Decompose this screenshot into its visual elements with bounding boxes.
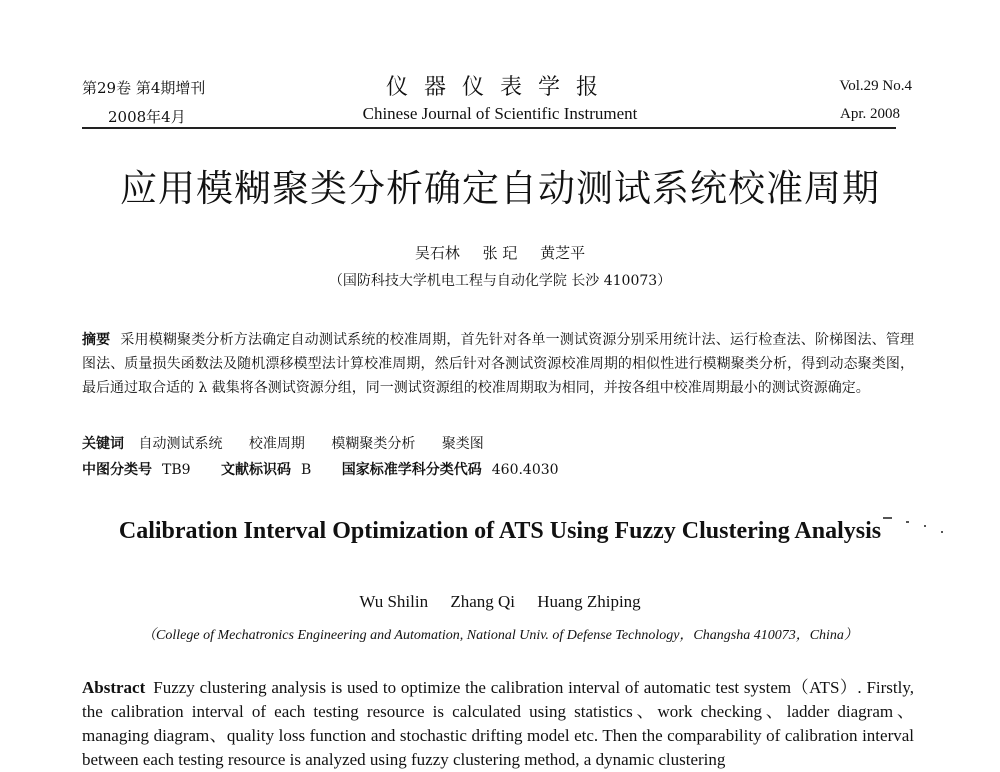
std-code-label: 国家标准学科分类代码 [341,462,482,478]
abstract-text-cn: 采用模糊聚类分析方法确定自动测试系统的校准周期，首先针对各单一测试资源分别采用统计法、运行检查法、阶梯图法、管理图法、质量损失函数法及随机漂移模型法计算校准周期，然后针对各测试资源校准周期的相似性进行模糊聚类分析，得到动态聚类图，最后通过取合适的 λ 截集将各测试资源分组，同一测试资源组的校准周期取为相同，并按各组中校准周期最小的测试资源确定。 [82,332,915,396]
scan-speck [883,517,892,519]
author-name-en: Zhang Qi [450,592,516,611]
journal-volume-en: Vol.29 No.4 [839,78,912,94]
doc-code-label: 文献标识码 [221,462,291,478]
author-name-cn: 黄芝平 [540,244,586,262]
abstract-text-en: Fuzzy clustering analysis is used to optimize the calibration interval of automatic test system（ATS）. Firstly, the calibration interval of each testing resource is calculated using statistics、work checking、ladder diagram、managing diagram、quality loss function and stochastic drifting model etc. Then the comparability of calibration interval between each testing resource is analyzed using fuzzy clustering method, a dynamic clustering [82,678,914,769]
author-name-cn: 张 玘 [482,244,518,262]
scan-speck [941,531,943,533]
journal-date-en: Apr. 2008 [840,106,900,122]
journal-volume-cn: 第29卷 第4期增刊 [82,79,206,97]
author-list-en [0,592,1000,612]
affiliation-en: （College of Mechatronics Engineering and Automation, National Univ. of Defense Technology，Changsha 410073，China） [142,628,858,643]
abstract-cn [82,328,914,400]
paper-title-en: Calibration Interval Optimization of ATS Using Fuzzy Clustering Analysis [118,518,882,544]
author-name-en: Huang Zhiping [537,592,641,611]
doc-code-value: B [301,462,312,478]
author-list-cn [0,242,1000,263]
keywords-cn [82,433,506,453]
keywords-label-cn: 关键词 [82,436,124,452]
clc-label: 中图分类号 [82,462,152,478]
classification-cn [82,459,585,479]
keyword-cn: 校准周期 [248,436,305,452]
keyword-cn: 聚类图 [441,436,484,452]
journal-date-cn: 2008年4月 [108,108,186,126]
scan-speck [924,525,926,527]
affiliation-cn: （国防科技大学机电工程与自动化学院 长沙 410073） [328,273,672,289]
journal-name-cn: 仪器仪表学报 [385,75,614,100]
clc-value: TB9 [162,462,191,478]
journal-name-en: Chinese Journal of Scientific Instrument [362,104,638,123]
abstract-en [82,676,914,772]
paper-title-cn: 应用模糊聚类分析确定自动测试系统校准周期 [120,167,880,210]
abstract-label-cn: 摘要 [82,332,111,348]
keyword-cn: 模糊聚类分析 [331,436,416,452]
author-name-cn: 吴石林 [414,244,460,262]
abstract-label-en: Abstract [82,678,146,697]
author-name-en: Wu Shilin [359,592,429,611]
scan-speck [906,521,909,523]
keyword-cn: 自动测试系统 [138,436,223,452]
header-rule [82,127,896,129]
std-code-value: 460.4030 [491,462,559,478]
